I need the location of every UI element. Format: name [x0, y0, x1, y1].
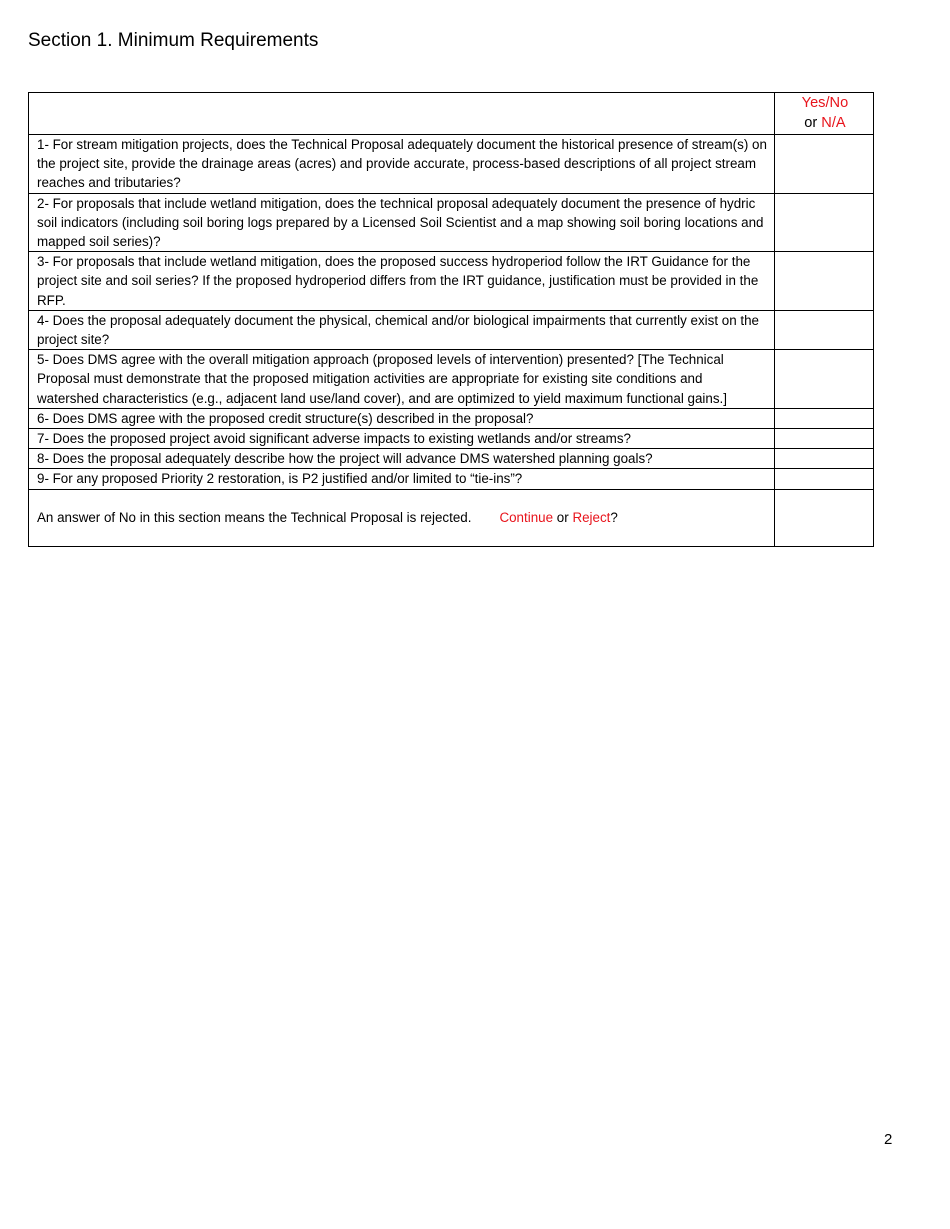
requirements-table: [28, 92, 874, 547]
question-text: 7- Does the proposed project avoid significant adverse impacts to existing wetlands and/or streams?: [29, 429, 775, 449]
header-answer-cell: [774, 93, 873, 135]
header-yes-no: Yes/No: [801, 95, 849, 111]
question-row-3: [29, 252, 874, 311]
header-question-cell: [29, 93, 775, 135]
question-text: 4- Does the proposal adequately document the physical, chemical and/or biological impairments that currently exist on the project site?: [29, 310, 775, 349]
question-row-8: [29, 449, 874, 469]
section-title: Section 1. Minimum Requirements: [28, 30, 319, 51]
question-row-5: [29, 350, 874, 409]
question-text: 2- For proposals that include wetland mitigation, does the technical proposal adequately document the presence of hydric soil indicators (including soil boring logs prepared by a Licensed Soil Scientist and a map showing soil boring locations and mapped soil series)?: [29, 193, 775, 252]
question-text: 5- Does DMS agree with the overall mitigation approach (proposed levels of intervention) presented? [The Technical Proposal must demonstrate that the proposed mitigation activities are appropriate for existing site conditions and watershed characteristics (e.g., adjacent land use/land cover), and are optimized to yield maximum functional gains.]: [29, 350, 775, 409]
question-row-1: [29, 135, 874, 194]
question-text: 6- Does DMS agree with the proposed credit structure(s) described in the proposal?: [29, 408, 775, 428]
reject-option[interactable]: Reject: [572, 510, 611, 526]
question-text: 3- For proposals that include wetland mitigation, does the proposed success hydroperiod follow the IRT Guidance for the project site and soil series? If the proposed hydroperiod differs from the IRT guidance, justification must be provided in the RFP.: [29, 252, 775, 311]
answer-cell[interactable]: [774, 449, 873, 469]
answer-cell[interactable]: [774, 469, 873, 489]
table-header-row: [29, 93, 874, 135]
answer-cell[interactable]: [774, 135, 873, 194]
question-row-4: [29, 310, 874, 349]
question-row-2: [29, 193, 874, 252]
answer-cell[interactable]: [774, 252, 873, 311]
question-row-7: [29, 429, 874, 449]
rejection-row: [29, 489, 874, 546]
question-text: 9- For any proposed Priority 2 restoration, is P2 justified and/or limited to “tie-ins”?: [29, 469, 775, 489]
answer-cell[interactable]: [774, 408, 873, 428]
answer-cell[interactable]: [774, 489, 873, 546]
question-mark: ?: [610, 510, 618, 526]
continue-reject-or: or: [556, 510, 569, 526]
question-text: 1- For stream mitigation projects, does the Technical Proposal adequately document the historical presence of stream(s) on the project site, provide the drainage areas (acres) and provide accurate, process-based descriptions of all project stream reaches and tributaries?: [29, 135, 775, 194]
answer-cell[interactable]: [774, 193, 873, 252]
header-or: or: [804, 115, 818, 131]
answer-cell[interactable]: [774, 429, 873, 449]
rejection-cell: [29, 489, 775, 546]
page-number: 2: [884, 1131, 893, 1148]
continue-option[interactable]: Continue: [499, 510, 554, 526]
header-na: N/A: [821, 115, 846, 131]
answer-cell[interactable]: [774, 350, 873, 409]
question-text: 8- Does the proposal adequately describe how the project will advance DMS watershed planning goals?: [29, 449, 775, 469]
rejection-statement: An answer of No in this section means the Technical Proposal is rejected.: [37, 510, 472, 526]
question-row-9: [29, 469, 874, 489]
answer-cell[interactable]: [774, 310, 873, 349]
question-row-6: [29, 408, 874, 428]
